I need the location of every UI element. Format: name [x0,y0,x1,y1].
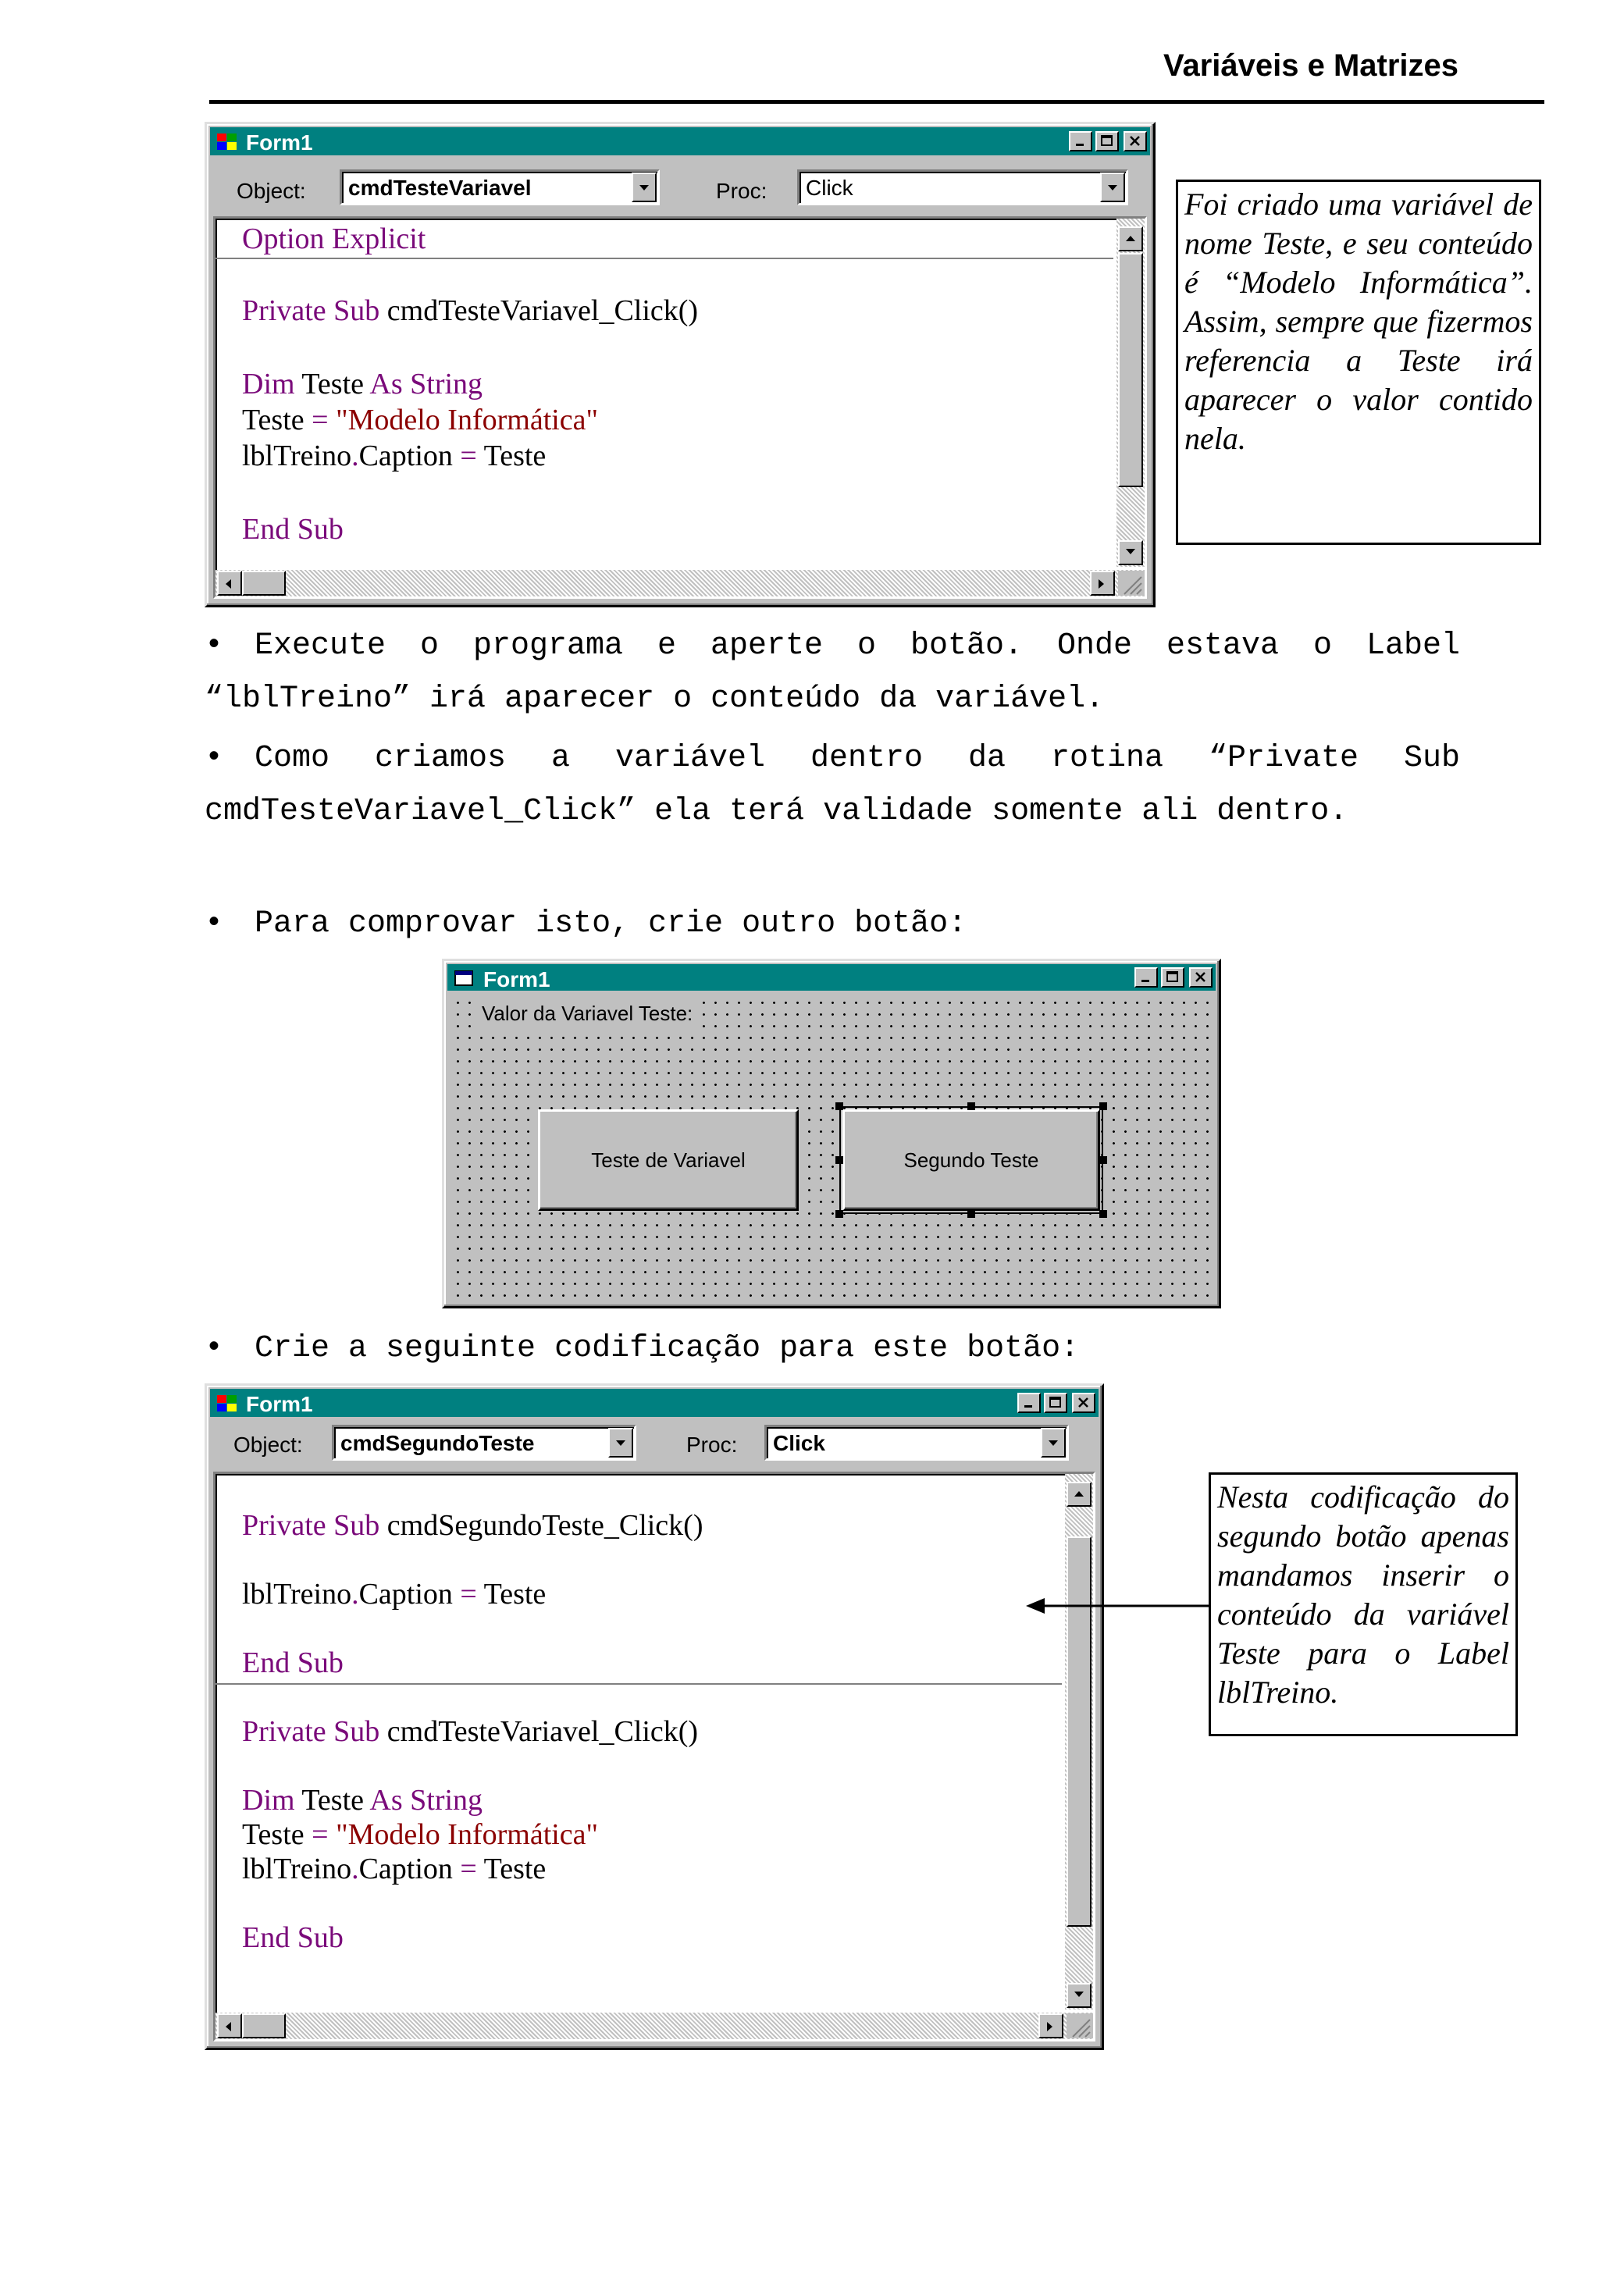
procedure-separator [215,258,1113,259]
form-icon [454,968,475,988]
horizontal-scrollbar[interactable] [215,570,1145,596]
object-value: cmdTesteVariavel [348,176,532,200]
vb-app-icon [216,131,238,151]
maximize-icon [1100,135,1114,148]
page-header-title: Variáveis e Matrizes [1163,48,1458,83]
object-label: Object: [237,179,306,203]
scroll-left-button[interactable] [217,571,242,596]
code-window-2 [205,1383,1104,2050]
resize-handle[interactable] [1099,1156,1107,1164]
vertical-scrollbar[interactable] [1065,1474,1093,2009]
scroll-left-button[interactable] [217,2013,242,2038]
maximize-icon [1049,1397,1063,1409]
scroll-down-button[interactable] [1067,1983,1092,2008]
callout-box-2: Nesta codificação do segundo botão apenas mandamos inserir o conteúdo da variável Teste para o Label lblTreino. [1209,1472,1518,1736]
resize-handle[interactable] [967,1102,975,1110]
code-line: End Sub [242,1921,344,1954]
code-line: Teste = "Modelo Informática" [242,404,599,436]
proc-dropdown[interactable] [764,1425,1069,1461]
header-rule [209,100,1544,104]
bullet: • [205,906,224,942]
object-dropdown-button[interactable] [608,1428,633,1458]
vb-app-icon [216,1393,238,1413]
resize-handle[interactable] [1099,1210,1107,1218]
proc-dropdown-button[interactable] [1100,173,1125,202]
maximize-icon [1166,971,1180,984]
window-title: Form1 [246,1392,313,1416]
code-line: lblTreino.Caption = Teste [242,1853,547,1885]
title-bar[interactable] [447,964,1216,991]
minimize-button[interactable] [1017,1393,1041,1413]
pointer-arrow-icon [1023,1594,1226,1618]
test-variable-button[interactable]: Teste de Variavel [538,1109,799,1211]
object-dropdown[interactable] [340,169,660,205]
arrow-down-icon [1074,1991,1084,1999]
paragraph-coding: • Crie a seguinte codificação para este botão: [205,1322,1460,1376]
procedure-separator [215,1683,1062,1685]
bullet: • [205,741,224,776]
resize-handle[interactable] [967,1210,975,1218]
arrow-left-icon [224,578,233,589]
second-test-button[interactable]: Segundo Teste [842,1109,1100,1211]
proc-label: Proc: [686,1433,738,1457]
title-bar[interactable] [210,1389,1099,1417]
code-line: Private Sub cmdTesteVariavel_Click() [242,1715,699,1748]
chevron-down-icon [639,184,650,192]
selection-outline [839,1106,1103,1214]
object-dropdown[interactable] [332,1425,636,1461]
arrow-right-icon [1097,578,1106,589]
resize-grip-icon[interactable] [1118,571,1145,596]
scroll-up-button[interactable] [1067,1482,1092,1507]
bullet: • [205,1331,224,1366]
resize-handle[interactable] [835,1210,843,1218]
resize-handle[interactable] [835,1102,843,1110]
object-value: cmdSegundoTeste [340,1431,535,1455]
minimize-icon [1022,1397,1036,1409]
scroll-right-button[interactable] [1090,571,1115,596]
callout-box-1: Foi criado uma variável de nome Teste, e seu conteúdo é “Modelo Informática”. Assim, sempre que fizermos referencia a Teste irá aparecer o valor contido nela. [1176,180,1541,545]
paragraph-execute: • Execute o programa e aperte o botão. Onde estava o Label “lblTreino” irá aparecer o conteúdo da variável. [205,620,1460,726]
code-line: Private Sub cmdTesteVariavel_Click() [242,294,699,327]
vertical-scrollbar[interactable] [1116,219,1145,567]
window-title: Form1 [246,130,313,155]
arrow-left-icon [224,2021,233,2032]
code-line: Teste = "Modelo Informática" [242,1818,599,1851]
maximize-button[interactable] [1095,131,1119,151]
paragraph-scope: • Como criamos a variável dentro da rotina “Private Sub cmdTesteVariavel_Click” ela terá validade somente ali dentro. [205,732,1460,838]
form-canvas[interactable] [447,992,1216,1303]
proc-label: Proc: [716,179,767,203]
scroll-thumb[interactable] [242,571,286,596]
code-line: Private Sub cmdSegundoTeste_Click() [242,1509,703,1542]
arrow-up-icon [1125,234,1136,242]
arrow-up-icon [1074,1490,1084,1497]
minimize-icon [1074,135,1088,148]
close-icon [1128,135,1142,148]
minimize-button[interactable] [1134,967,1158,988]
proc-value: Click [806,176,853,200]
code-editor[interactable] [213,1472,1095,2041]
code-line: End Sub [242,1646,344,1679]
proc-value: Click [773,1431,825,1455]
object-label: Object: [233,1433,303,1457]
scroll-thumb[interactable] [242,2013,286,2038]
resize-grip-icon[interactable] [1067,2013,1093,2038]
proc-dropdown-button[interactable] [1041,1428,1066,1458]
code-line: lblTreino.Caption = Teste [242,440,547,472]
window-title: Form1 [483,967,550,991]
minimize-button[interactable] [1069,131,1092,151]
maximize-button[interactable] [1161,967,1184,988]
close-button[interactable] [1124,131,1147,151]
scroll-up-button[interactable] [1118,226,1143,251]
object-dropdown-button[interactable] [632,173,657,202]
paragraph-create-button: • Para comprovar isto, crie outro botão: [205,898,1460,951]
arrow-down-icon [1125,548,1136,556]
scroll-right-button[interactable] [1038,2013,1063,2038]
code-line: End Sub [242,513,344,546]
bullet: • [205,628,224,664]
code-line: Dim Teste As String [242,368,483,400]
close-icon [1194,971,1208,984]
chevron-down-icon [1048,1440,1059,1447]
maximize-button[interactable] [1044,1393,1067,1413]
code-line: Dim Teste As String [242,1784,483,1817]
code-line: lblTreino.Caption = Teste [242,1578,547,1611]
close-icon [1077,1397,1091,1409]
horizontal-scrollbar[interactable] [215,2013,1093,2039]
resize-handle[interactable] [835,1156,843,1164]
scroll-down-button[interactable] [1118,540,1143,565]
close-button[interactable] [1189,967,1213,988]
form-designer-window [442,959,1221,1308]
code-window-1 [205,122,1156,607]
code-line: Option Explicit [242,222,426,255]
chevron-down-icon [1107,184,1118,192]
scroll-thumb[interactable] [1118,253,1143,487]
chevron-down-icon [615,1440,626,1447]
title-bar[interactable] [210,127,1150,155]
arrow-right-icon [1045,2021,1055,2032]
variable-label[interactable]: Valor da Variavel Teste: [479,1000,696,1027]
resize-handle[interactable] [1099,1102,1107,1110]
proc-dropdown[interactable] [797,169,1128,205]
close-button[interactable] [1072,1393,1095,1413]
minimize-icon [1139,971,1153,984]
code-editor[interactable] [213,216,1147,599]
